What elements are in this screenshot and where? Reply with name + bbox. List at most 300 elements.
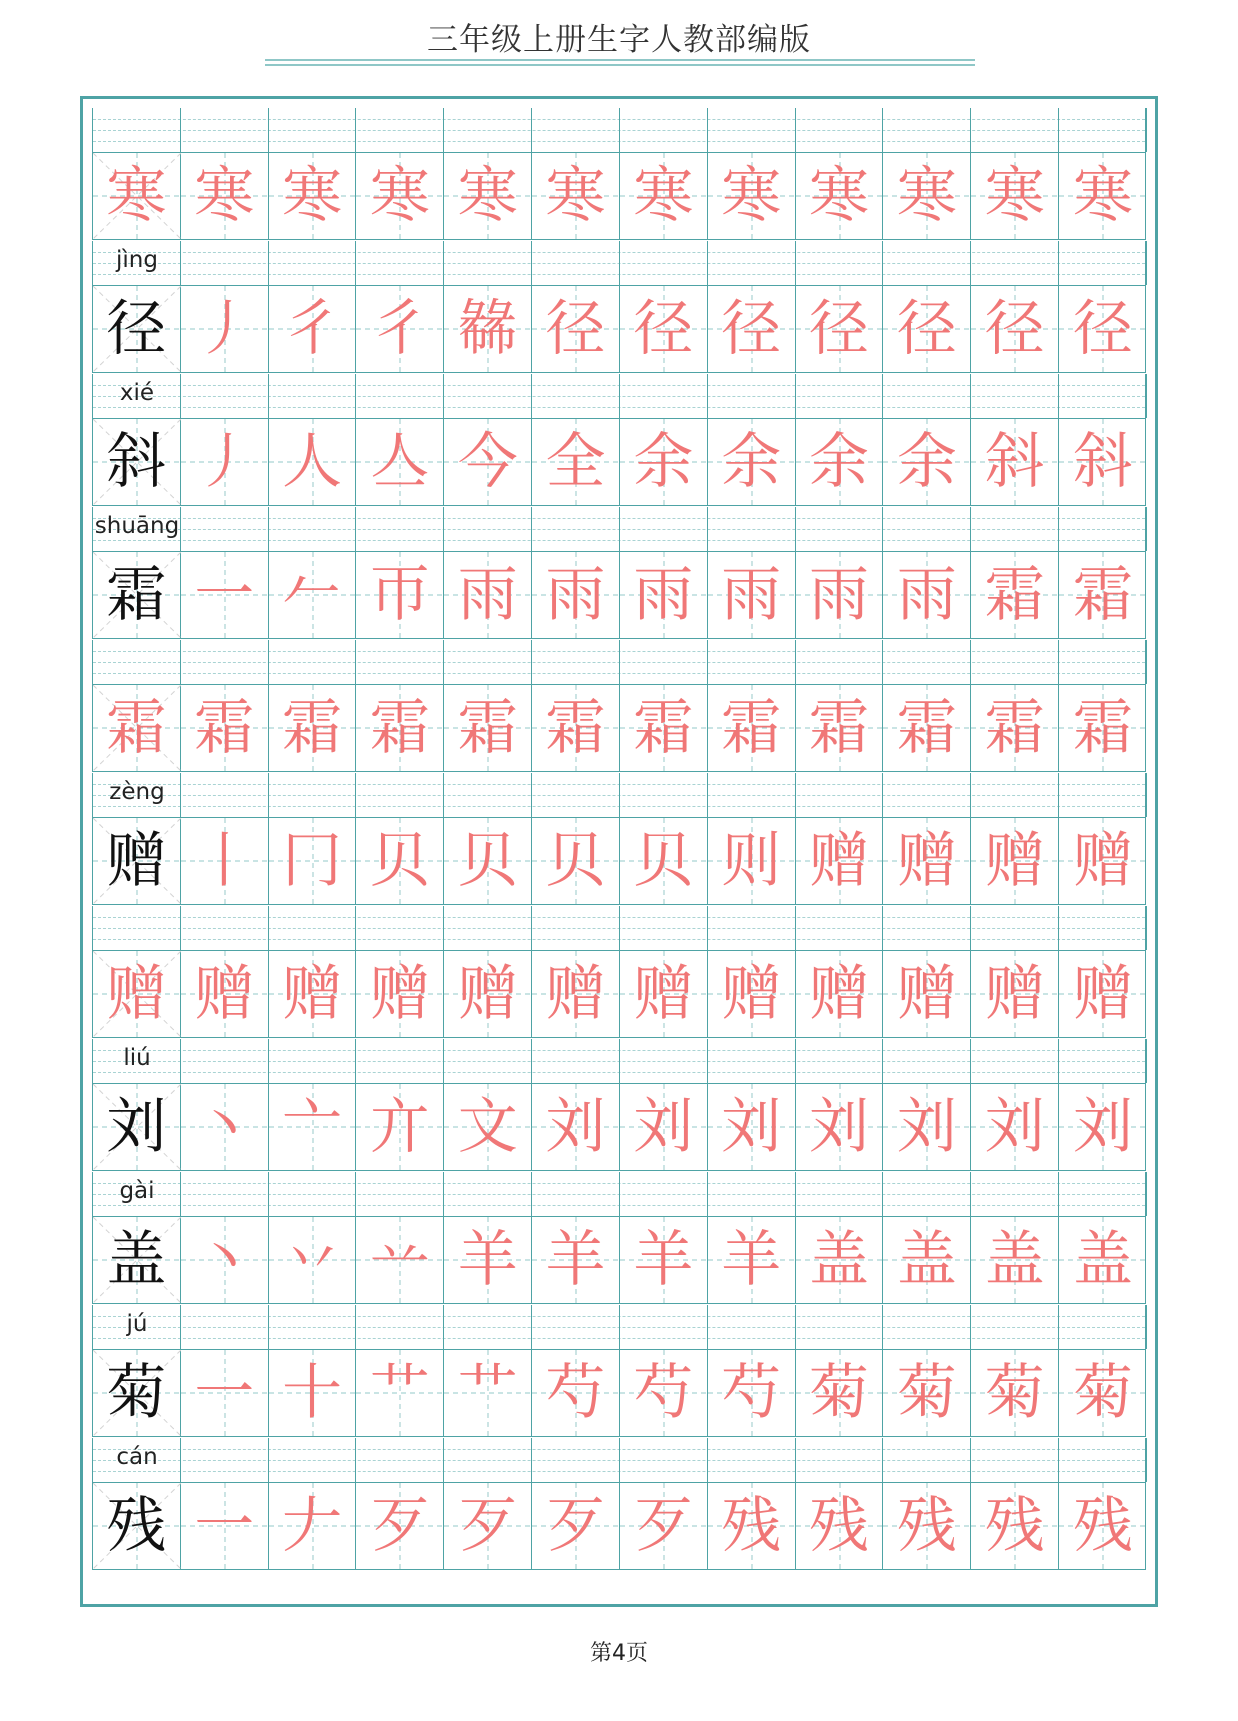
pinyin-cell [708,1172,796,1216]
practice-grid [92,108,1146,1595]
stroke-order-character: 㣈 [457,294,518,364]
practice-cell [971,153,1059,239]
practice-cell [93,153,181,239]
practice-cell [620,286,708,372]
practice-cell [356,286,444,372]
pinyin-band [92,507,1146,551]
character-band [92,1482,1146,1570]
pinyin-cell [883,1172,971,1216]
pinyin-cell [181,906,269,950]
pinyin-label: liú [123,1045,151,1071]
stroke-order-character: 刘 [1073,1092,1134,1162]
practice-cell [708,552,796,638]
pinyin-cell [1059,1039,1147,1083]
model-character-cell [93,286,181,372]
stroke-order-character: 斜 [1073,427,1134,497]
character-band [92,418,1146,506]
pinyin-cell [1059,374,1147,418]
pinyin-cell [356,1438,444,1482]
stroke-order-character: 霜 [721,693,782,763]
stroke-order-character: 羊 [633,1225,694,1295]
stroke-order-character: 文 [457,1092,518,1162]
pinyin-cell [181,1172,269,1216]
practice-cell [620,818,708,904]
practice-cell [181,1483,269,1569]
pinyin-cell [532,1039,620,1083]
pinyin-band [92,640,1146,684]
pinyin-cell [93,640,181,684]
pinyin-cell [1059,241,1147,285]
pinyin-cell [93,906,181,950]
stroke-order-character: 亼 [369,427,430,497]
pinyin-cell [708,374,796,418]
practice-cell [1059,286,1147,372]
pinyin-cell [356,906,444,950]
stroke-order-character: 菊 [809,1358,870,1428]
pinyin-cell [444,241,532,285]
pinyin-cell [883,1039,971,1083]
stroke-order-character: 丷 [282,1225,343,1295]
practice-cell [532,286,620,372]
pinyin-cell [971,640,1059,684]
pinyin-cell [620,374,708,418]
stroke-order-character: 赠 [282,959,343,1029]
stroke-order-character: 菊 [984,1358,1045,1428]
stroke-order-character: 残 [721,1491,782,1561]
stroke-order-character: 芍 [721,1358,782,1428]
pinyin-cell [620,906,708,950]
pinyin-cell [444,108,532,152]
pinyin-cell [269,640,357,684]
practice-cell [620,419,708,505]
pinyin-cell [269,1172,357,1216]
stroke-order-character: 寒 [369,161,430,231]
stroke-order-character: 歹 [457,1491,518,1561]
practice-cell [269,1217,357,1303]
stroke-order-character: 余 [896,427,957,497]
pinyin-label: shuāng [94,513,180,539]
pinyin-cell [444,773,532,817]
stroke-order-character: 径 [721,294,782,364]
practice-cell [532,1217,620,1303]
model-character: 刘 [106,1092,167,1162]
practice-cell [708,153,796,239]
pinyin-cell [356,374,444,418]
stroke-order-character: 𠂉 [282,560,343,630]
stroke-order-character: 人 [282,427,343,497]
stroke-order-character: 帀 [369,560,430,630]
stroke-order-character: 寒 [282,161,343,231]
practice-cell [708,951,796,1037]
practice-cell [708,1483,796,1569]
pinyin-cell [444,1305,532,1349]
practice-cell [181,685,269,771]
practice-cell [1059,951,1147,1037]
practice-cell [356,1350,444,1436]
practice-cell [181,1084,269,1170]
practice-cell [269,1084,357,1170]
stroke-order-character: 径 [809,294,870,364]
practice-cell [532,1483,620,1569]
pinyin-cell [181,773,269,817]
stroke-order-character: 霜 [984,693,1045,763]
pinyin-band [92,1305,1146,1349]
practice-cell [356,951,444,1037]
pinyin-cell [620,241,708,285]
pinyin-cell [971,1039,1059,1083]
pinyin-cell [796,241,884,285]
practice-cell [883,552,971,638]
model-character-cell [93,419,181,505]
pinyin-cell [444,1438,532,1482]
stroke-order-character: 赠 [457,959,518,1029]
practice-cell [356,1217,444,1303]
practice-cell [971,685,1059,771]
pinyin-cell [971,374,1059,418]
pinyin-cell [620,1172,708,1216]
practice-cell [796,153,884,239]
practice-cell [708,685,796,771]
pinyin-cell [883,1305,971,1349]
practice-cell [1059,552,1147,638]
stroke-order-character: 雨 [896,560,957,630]
practice-cell [1059,1483,1147,1569]
practice-cell [971,1483,1059,1569]
pinyin-band [92,1172,1146,1216]
pinyin-cell [620,1039,708,1083]
practice-cell [93,951,181,1037]
practice-cell [883,1217,971,1303]
pinyin-cell [620,1438,708,1482]
stroke-order-character: 残 [984,1491,1045,1561]
practice-cell [532,1350,620,1436]
pinyin-cell [93,108,181,152]
pinyin-cell [883,640,971,684]
practice-cell [620,685,708,771]
pinyin-cell [532,108,620,152]
character-band [92,1216,1146,1304]
practice-cell [620,1350,708,1436]
pinyin-cell [356,507,444,551]
stroke-order-character: 霜 [282,693,343,763]
pinyin-cell [1059,640,1147,684]
practice-cell [796,685,884,771]
pinyin-cell [971,241,1059,285]
model-character: 赠 [106,826,167,896]
stroke-order-character: 丨 [194,826,255,896]
pinyin-cell [181,640,269,684]
model-character-cell [93,1084,181,1170]
practice-cell [1059,1084,1147,1170]
stroke-order-character: 刘 [545,1092,606,1162]
practice-cell [444,685,532,771]
stroke-order-character: 霜 [1073,693,1134,763]
practice-cell [444,552,532,638]
pinyin-cell [532,241,620,285]
practice-cell [796,951,884,1037]
pinyin-cell [708,640,796,684]
practice-cell [444,818,532,904]
model-character: 霜 [106,560,167,630]
practice-cell [883,286,971,372]
pinyin-cell [181,108,269,152]
pinyin-cell [1059,1305,1147,1349]
practice-cell [796,286,884,372]
practice-cell [708,1217,796,1303]
stroke-order-character: 赠 [194,959,255,1029]
practice-cell [708,1350,796,1436]
practice-cell [269,951,357,1037]
stroke-order-character: 赠 [809,959,870,1029]
practice-cell [883,1350,971,1436]
stroke-order-character: 斜 [984,427,1045,497]
model-character: 斜 [106,427,167,497]
pinyin-band [92,108,1146,152]
pinyin-cell [181,374,269,418]
practice-cell [796,1084,884,1170]
stroke-order-character: 雨 [457,560,518,630]
model-character-cell [93,1350,181,1436]
practice-cell [444,951,532,1037]
practice-cell [181,552,269,638]
pinyin-cell [883,108,971,152]
practice-cell [620,1217,708,1303]
practice-cell [269,1350,357,1436]
practice-cell [532,951,620,1037]
stroke-order-character: 羊 [457,1225,518,1295]
practice-cell [883,153,971,239]
stroke-order-character: 霜 [984,560,1045,630]
stroke-order-character: 寒 [721,161,782,231]
pinyin-cell [971,773,1059,817]
stroke-order-character: 则 [721,826,782,896]
practice-cell [269,286,357,372]
stroke-order-character: 赠 [984,959,1045,1029]
stroke-order-character: 赠 [984,826,1045,896]
model-character-cell [93,1483,181,1569]
practice-cell [532,1084,620,1170]
pinyin-cell [708,1305,796,1349]
practice-cell [883,818,971,904]
stroke-order-character: 菊 [1073,1358,1134,1428]
stroke-order-character: 寒 [809,161,870,231]
model-character: 盖 [106,1225,167,1295]
pinyin-cell [971,108,1059,152]
pinyin-cell [708,1438,796,1482]
stroke-order-character: 菊 [896,1358,957,1428]
practice-cell [1059,153,1147,239]
pinyin-cell [708,906,796,950]
practice-cell [269,1483,357,1569]
stroke-order-character: 盖 [896,1225,957,1295]
practice-cell [620,951,708,1037]
stroke-order-character: 寒 [194,161,255,231]
practice-cell [181,419,269,505]
practice-cell [532,818,620,904]
stroke-order-character: 赠 [1073,959,1134,1029]
pinyin-cell [883,374,971,418]
practice-cell [971,286,1059,372]
practice-cell [356,1483,444,1569]
pinyin-cell [971,1172,1059,1216]
model-character: 残 [106,1491,167,1561]
pinyin-cell [181,241,269,285]
stroke-order-character: 刘 [896,1092,957,1162]
practice-cell [708,419,796,505]
stroke-order-character: 赠 [545,959,606,1029]
pinyin-cell [620,773,708,817]
pinyin-cell [708,773,796,817]
practice-cell [1059,1350,1147,1436]
pinyin-cell [181,1305,269,1349]
practice-cell [181,1217,269,1303]
pinyin-cell [532,1305,620,1349]
stroke-order-character: 寒 [633,161,694,231]
stroke-order-character: 贝 [457,826,518,896]
stroke-order-character: 赠 [633,959,694,1029]
practice-cell [883,419,971,505]
pinyin-cell [269,241,357,285]
character-band [92,684,1146,772]
stroke-order-character: 盖 [1073,1225,1134,1295]
pinyin-cell [883,1438,971,1482]
practice-cell [883,951,971,1037]
model-character: 径 [106,294,167,364]
practice-cell [971,1217,1059,1303]
practice-cell [356,552,444,638]
pinyin-cell [883,773,971,817]
pinyin-cell [356,1172,444,1216]
pinyin-label: jìng [116,247,158,273]
pinyin-cell [356,1305,444,1349]
stroke-order-character: 刘 [809,1092,870,1162]
pinyin-label: cán [116,1444,158,1470]
practice-cell [444,153,532,239]
pinyin-cell [269,374,357,418]
pinyin-cell [708,241,796,285]
stroke-order-character: 䒑 [369,1225,430,1295]
pinyin-cell [708,1039,796,1083]
pinyin-cell [883,241,971,285]
stroke-order-character: 贝 [633,826,694,896]
practice-cell [796,552,884,638]
stroke-order-character: 赠 [1073,826,1134,896]
pinyin-band [92,374,1146,418]
pinyin-cell [971,507,1059,551]
pinyin-cell [708,108,796,152]
stroke-order-character: 丶 [194,1092,255,1162]
stroke-order-character: 贝 [369,826,430,896]
model-character-cell [93,818,181,904]
practice-cell [796,1350,884,1436]
stroke-order-character: 歹 [633,1491,694,1561]
stroke-order-character: 彳 [282,294,343,364]
stroke-order-character: 盖 [984,1225,1045,1295]
stroke-order-character: 霜 [1073,560,1134,630]
stroke-order-character: 残 [896,1491,957,1561]
practice-cell [796,818,884,904]
pinyin-cell [532,507,620,551]
practice-cell [1059,818,1147,904]
pinyin-cell [1059,1438,1147,1482]
practice-cell [708,818,796,904]
pinyin-cell [620,108,708,152]
stroke-order-character: 十 [282,1358,343,1428]
character-band [92,285,1146,373]
model-character-cell [93,552,181,638]
pinyin-cell [796,1172,884,1216]
pinyin-cell [620,640,708,684]
practice-cell [444,1350,532,1436]
practice-cell [269,818,357,904]
pinyin-cell [796,108,884,152]
stroke-order-character: 雨 [721,560,782,630]
practice-cell [532,419,620,505]
pinyin-cell [796,640,884,684]
model-character-cell [93,1217,181,1303]
stroke-order-character: 霜 [194,693,255,763]
stroke-order-character: 径 [633,294,694,364]
stroke-order-character: 雨 [809,560,870,630]
pinyin-cell [269,906,357,950]
practice-cell [93,685,181,771]
stroke-order-character: 余 [721,427,782,497]
pinyin-cell [181,507,269,551]
pinyin-cell [269,1305,357,1349]
practice-cell [269,153,357,239]
pinyin-cell [796,1305,884,1349]
practice-cell [532,552,620,638]
practice-cell [181,951,269,1037]
character-band [92,950,1146,1038]
practice-cell [620,552,708,638]
stroke-order-character: 羊 [721,1225,782,1295]
practice-cell [444,286,532,372]
pinyin-band [92,241,1146,285]
practice-cell [269,419,357,505]
practice-cell [796,419,884,505]
stroke-order-character: 一 [194,1358,255,1428]
stroke-order-character: 径 [896,294,957,364]
stroke-order-character: 芍 [633,1358,694,1428]
pinyin-cell [269,108,357,152]
pinyin-cell [1059,507,1147,551]
stroke-order-character: 赠 [369,959,430,1029]
pinyin-label: xié [119,380,155,406]
practice-cell [356,818,444,904]
pinyin-cell [532,640,620,684]
pinyin-cell [269,773,357,817]
practice-cell [796,1217,884,1303]
practice-cell [269,685,357,771]
stroke-order-character: 雨 [633,560,694,630]
stroke-order-character: 霜 [545,693,606,763]
page-title: 三年级上册生字人教部编版 [427,22,811,58]
stroke-order-character: 歹 [545,1491,606,1561]
practice-cell [620,153,708,239]
practice-cell [444,1084,532,1170]
pinyin-label: jú [126,1311,148,1337]
character-band [92,817,1146,905]
pinyin-cell [444,507,532,551]
pinyin-cell [181,1438,269,1482]
stroke-order-character: 一 [194,1491,255,1561]
stroke-order-character: 霜 [896,693,957,763]
practice-cell [708,286,796,372]
pinyin-cell [883,906,971,950]
practice-cell [356,1084,444,1170]
pinyin-cell [1059,1172,1147,1216]
